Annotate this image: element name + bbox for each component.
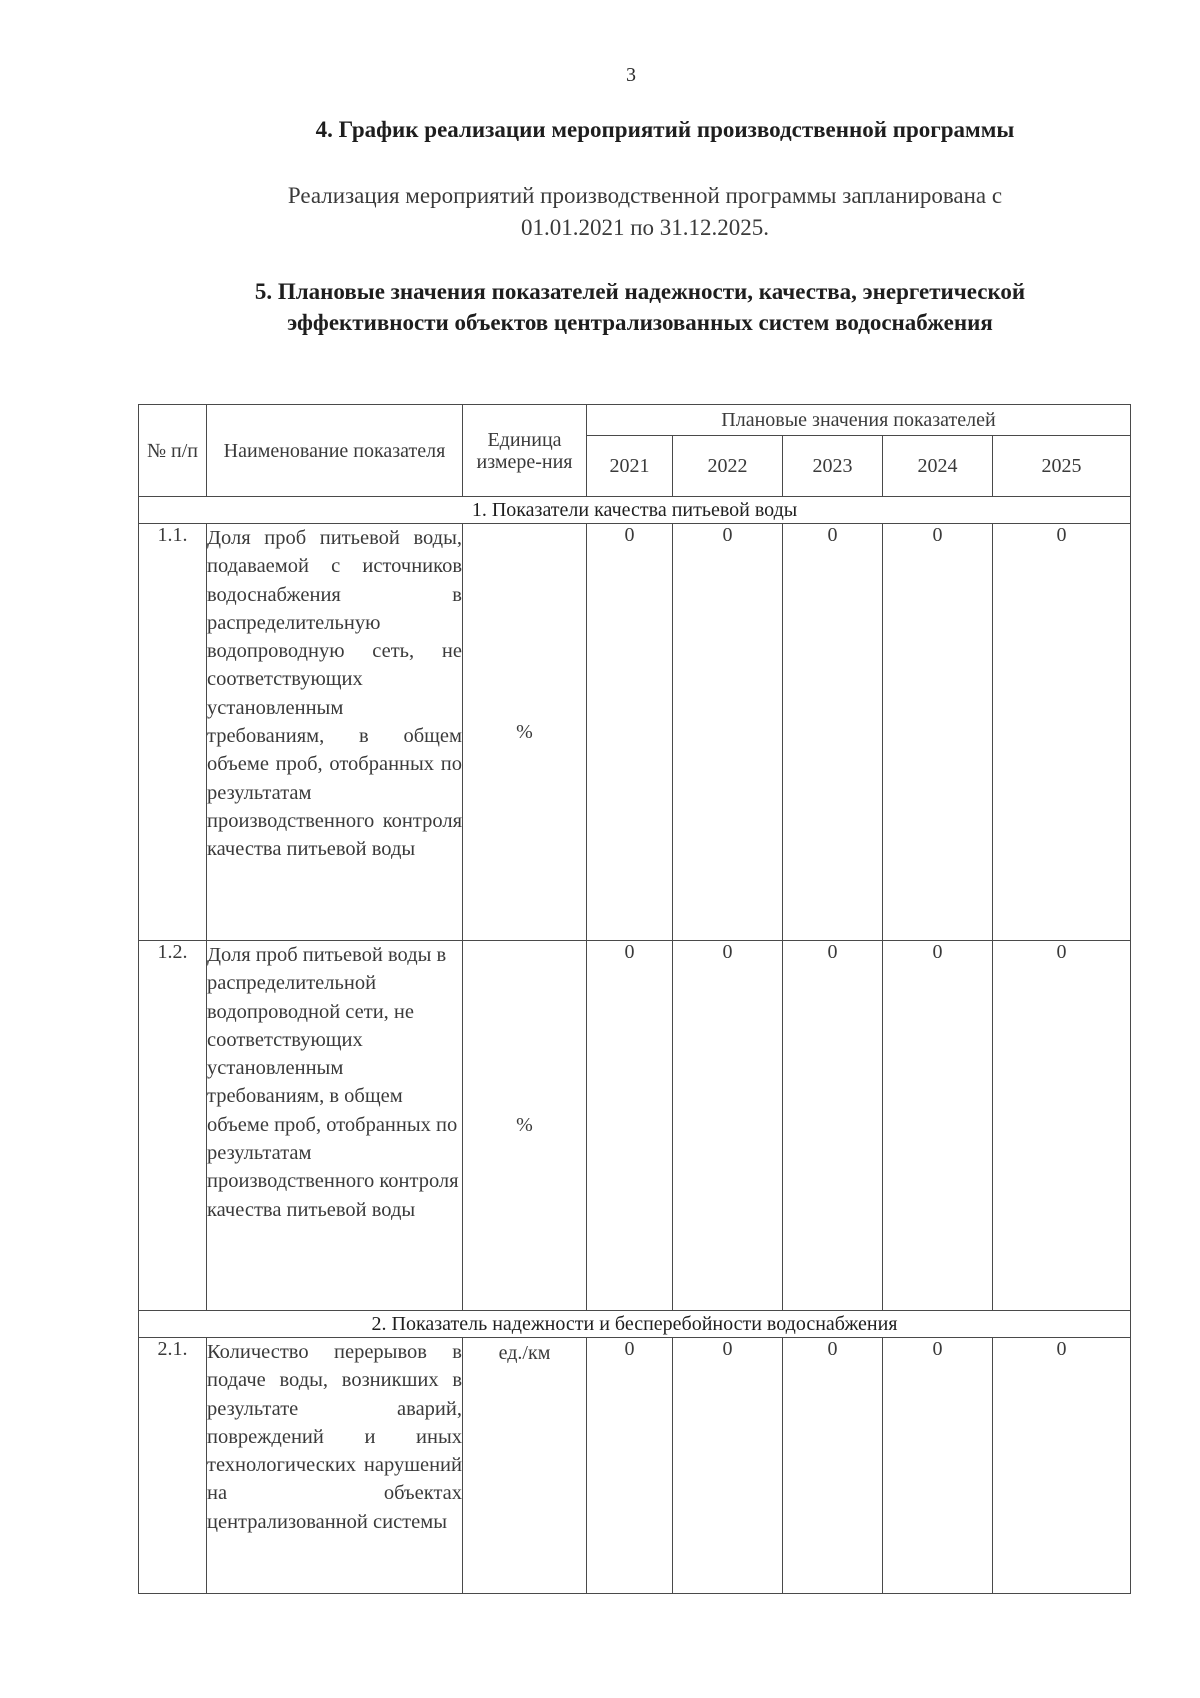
table-row <box>139 524 1131 941</box>
row-unit: ед./км <box>463 1338 587 1594</box>
section-4-title: 4. График реализации мероприятий производственной программы <box>315 117 1015 142</box>
row-name: Доля проб питьевой воды в распределительной водопроводной сети, не соответствующих установленным требованиям, в общем объеме проб, отобранных по результатам производственного контроля качества питьевой воды <box>207 941 463 1311</box>
row-value: 0 <box>783 1338 883 1594</box>
indicators-table <box>138 404 1131 1594</box>
header-year: 2023 <box>783 436 883 497</box>
row-name: Доля проб питьевой воды, подаваемой с источников водоснабжения в распределительную водопроводную сеть, не соответствующих установленным требованиям, в общем объеме проб, отобранных по результатам производственного контроля качества питьевой воды <box>207 524 463 941</box>
row-value: 0 <box>587 1338 673 1594</box>
row-unit: % <box>463 524 587 941</box>
header-name: Наименование показателя <box>207 405 463 497</box>
row-value: 0 <box>587 941 673 1311</box>
row-value: 0 <box>883 524 993 941</box>
group-row <box>139 497 1131 524</box>
row-value: 0 <box>993 941 1131 1311</box>
row-value: 0 <box>993 1338 1131 1594</box>
row-num: 2.1. <box>139 1338 207 1594</box>
header-num: № п/п <box>139 405 207 497</box>
header-unit: Единица измере-ния <box>463 405 587 497</box>
header-year: 2024 <box>883 436 993 497</box>
row-num: 1.1. <box>139 524 207 941</box>
section-5-title: 5. Плановые значения показателей надежности, качества, энергетической эффективности объектов централизованных систем водоснабжения <box>254 279 1026 335</box>
page-number: 3 <box>626 64 636 86</box>
row-value: 0 <box>673 524 783 941</box>
row-value: 0 <box>783 941 883 1311</box>
header-planned: Плановые значения показателей <box>587 405 1131 436</box>
row-num: 1.2. <box>139 941 207 1311</box>
row-value: 0 <box>673 941 783 1311</box>
table-row <box>139 941 1131 1311</box>
header-year: 2021 <box>587 436 673 497</box>
row-value: 0 <box>673 1338 783 1594</box>
row-unit: % <box>463 941 587 1311</box>
row-value: 0 <box>883 1338 993 1594</box>
group-title: 2. Показатель надежности и бесперебойности водоснабжения <box>139 1311 1131 1338</box>
row-value: 0 <box>993 524 1131 941</box>
header-year: 2025 <box>993 436 1131 497</box>
row-value: 0 <box>883 941 993 1311</box>
row-value: 0 <box>783 524 883 941</box>
row-value: 0 <box>587 524 673 941</box>
row-name: Количество перерывов в подаче воды, возникших в результате аварий, повреждений и иных технологических нарушений на объектах централизованной системы <box>207 1338 463 1594</box>
group-title: 1. Показатели качества питьевой воды <box>139 497 1131 524</box>
table-row <box>139 1338 1131 1594</box>
group-row <box>139 1311 1131 1338</box>
header-year: 2022 <box>673 436 783 497</box>
section-4-text: Реализация мероприятий производственной программы запланирована с 01.01.2021 по 31.12.2025. <box>287 183 1003 240</box>
table-header-row <box>139 405 1131 436</box>
